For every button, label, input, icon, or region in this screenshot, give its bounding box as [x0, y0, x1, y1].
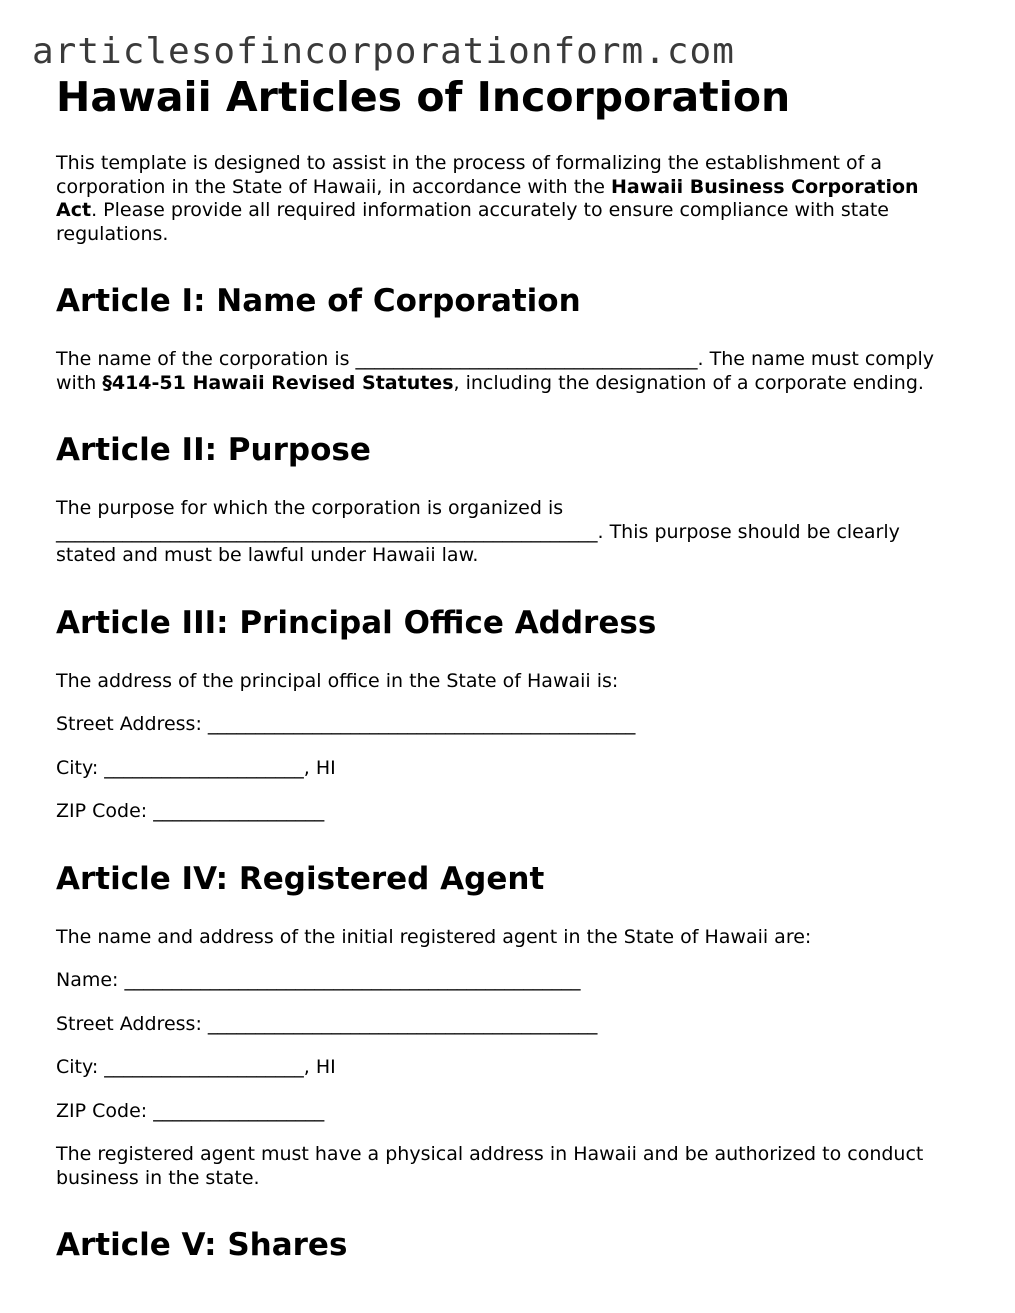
article-3-city-field: City: _____________________, HI	[56, 756, 336, 779]
intro-paragraph	[56, 152, 966, 246]
document-page	[56, 72, 966, 1292]
article-1-heading: Article I: Name of Corporation	[56, 283, 581, 319]
document-title: Hawaii Articles of Incorporation	[56, 73, 791, 121]
site-watermark: articlesofincorporationform.com	[32, 31, 735, 72]
intro-text-2: . Please provide all required information accurately to ensure compliance with state regulations.	[56, 199, 889, 245]
article-4-zip-field: ZIP Code: __________________	[56, 1099, 325, 1122]
article-1-bold-statute: §414-51 Hawaii Revised Statutes	[102, 371, 454, 394]
article-5-heading: Article V: Shares	[56, 1227, 348, 1263]
article-1-paragraph	[56, 348, 966, 395]
article-1-text-1: The name of the corporation is ____________________________________. The name must comply with	[56, 348, 935, 394]
article-2-paragraph: The purpose for which the corporation is organized is _________________________________________________________. This purpose should be clearly stated and must be lawful under Hawaii law.	[56, 497, 900, 566]
article-4-heading: Article IV: Registered Agent	[56, 860, 545, 897]
article-4-street-field: Street Address: _________________________________________	[56, 1012, 598, 1035]
article-3-street-field: Street Address: _____________________________________________	[56, 713, 636, 735]
article-4-city-field: City: _____________________, HI	[56, 1056, 336, 1078]
article-4-intro: The name and address of the initial registered agent in the State of Hawaii are:	[56, 925, 812, 948]
article-3-zip-field: ZIP Code: __________________	[56, 800, 325, 822]
intro-bold-act: Hawaii Business Corporation Act	[56, 175, 919, 221]
article-1-text-2: , including the designation of a corporate ending.	[453, 371, 924, 394]
article-3-intro: The address of the principal office in the State of Hawaii is:	[56, 669, 619, 692]
article-3-heading: Article III: Principal Office Address	[56, 604, 657, 641]
article-4-note: The registered agent must have a physical address in Hawaii and be authorized to conduct business in the state.	[56, 1143, 924, 1189]
intro-text-1: This template is designed to assist in the process of formalizing the establishment of a corporation in the State of Hawaii, in accordance with the	[56, 152, 882, 198]
article-2-heading: Article II: Purpose	[56, 432, 371, 468]
article-4-name-field: Name: ________________________________________________	[56, 969, 581, 991]
